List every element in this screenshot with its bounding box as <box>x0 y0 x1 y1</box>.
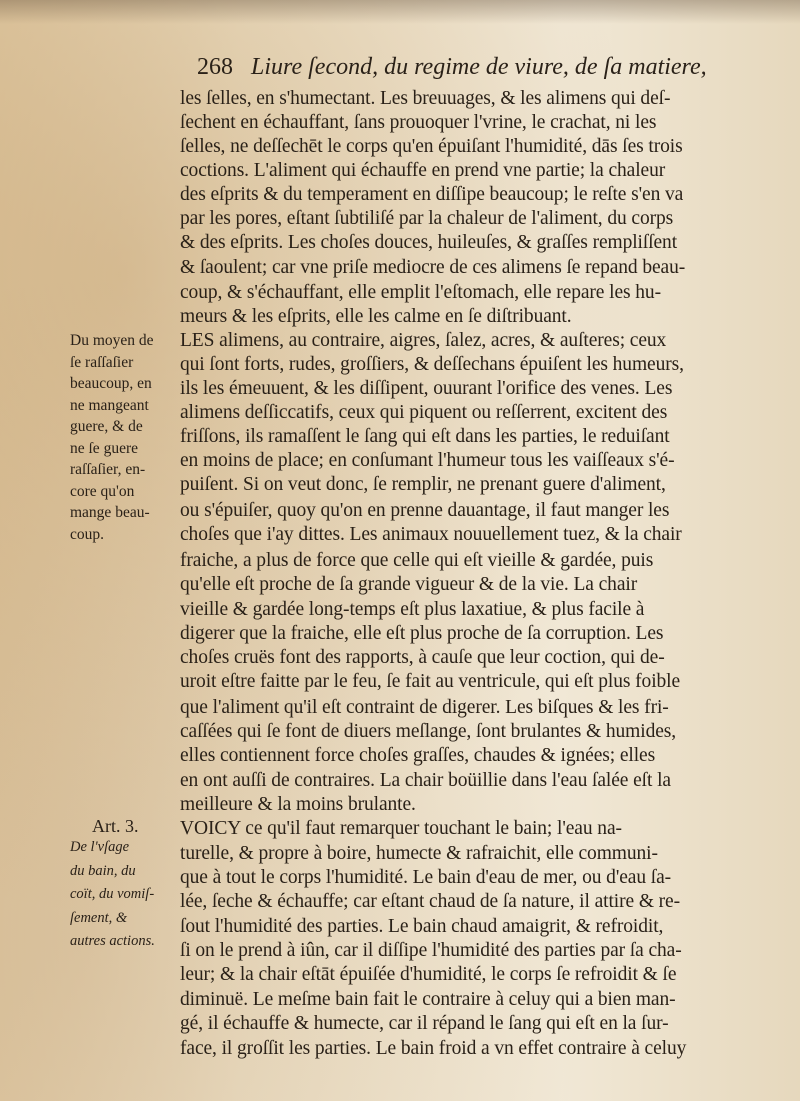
text-line: par les pores, eſtant ſubtiliſé par la chaleur de l'aliment, du corps <box>180 208 674 229</box>
text-line: que à tout le corps l'humidité. Le bain d'eau de mer, ou d'eau ſa- <box>180 867 672 888</box>
page-top-shadow <box>0 0 800 24</box>
margin-note-line: coït, du vomiſ- <box>70 886 155 902</box>
margin-note-line: Du moyen de <box>70 332 154 349</box>
text-line: leur; & la chair eſtāt épuiſée d'humidité, le corps ſe refroidit & ſe <box>180 964 677 985</box>
page-number: 268 <box>197 54 233 80</box>
text-line: meurs & les eſprits, elle les calme en ſe diſtribuant. <box>180 306 572 327</box>
running-header <box>197 54 757 84</box>
text-line: LES alimens, au contraire, aigres, ſalez, acres, & auſteres; ceux <box>180 330 667 351</box>
text-line: gé, il échauffe & humecte, car il répand le ſang qui eſt en la ſur- <box>180 1013 669 1034</box>
text-line: uroit eſtre faitte par le feu, ſe fait au ventricule, qui eſt plus foible <box>180 671 681 692</box>
margin-note-line: De l'vſage <box>70 839 130 855</box>
text-line: coctions. L'aliment qui échauffe en prend vne partie; la chaleur <box>180 160 666 181</box>
text-line: lée, ſeche & échauffe; car eſtant chaud de ſa nature, il attire & re- <box>180 891 681 912</box>
text-line: turelle, & propre à boire, humecte & rafraichit, elle communi- <box>180 843 658 864</box>
margin-note-line: beaucoup, en <box>70 375 152 392</box>
text-line: choſes cruës font des rapports, à cauſe que leur coction, qui de- <box>180 647 665 668</box>
text-line: & des eſprits. Les choſes douces, huileuſes, & graſſes rempliſſent <box>180 232 678 253</box>
text-line: ſechent en échauffant, ſans prouoquer l'vrine, le crachat, ni les <box>180 112 657 133</box>
margin-note-line: mange beau- <box>70 504 150 521</box>
text-line: qui ſont forts, rudes, groſſiers, & deſſechans épuiſent les humeurs, <box>180 354 684 375</box>
text-line: ſelles, ne deſſechēt le corps qu'en épuiſant l'humidité, dās ſes trois <box>180 136 683 157</box>
margin-note-line: raſſaſier, en- <box>70 461 146 478</box>
margin-note-line: guere, & de <box>70 418 143 435</box>
margin-note-line: ne ſe guere <box>70 439 138 457</box>
text-line: des eſprits & du temperament en diſſipe beaucoup; le reſte s'en va <box>180 184 684 205</box>
text-line: puiſent. Si on veut donc, ſe remplir, ne prenant guere d'aliment, <box>180 474 666 495</box>
margin-note-line: autres actions. <box>70 933 155 949</box>
text-line: les ſelles, en s'humectant. Les breuuages, & les alimens qui deſ- <box>180 88 671 109</box>
margin-note-line: ſement, & <box>70 909 128 926</box>
text-line: en ont auſſi de contraires. La chair boüillie dans l'eau ſalée eſt la <box>180 770 671 791</box>
text-line: face, il groſſit les parties. Le bain froid a vn effet contraire à celuy <box>180 1038 687 1059</box>
text-line: que l'aliment qu'il eſt contraint de digerer. Les biſques & les fri- <box>180 697 669 718</box>
running-title: Liure ſecond, du regime de viure, de ſa matiere, <box>251 54 707 80</box>
text-line: ou s'épuiſer, quoy qu'on en prenne dauantage, il faut manger les <box>180 500 670 521</box>
text-line: caſſées qui ſe font de diuers meſlange, ſont brulantes & humides, <box>180 721 677 742</box>
text-line: ſout l'humidité des parties. Le bain chaud amaigrit, & refroidit, <box>180 916 664 937</box>
margin-note-line: du bain, du <box>70 862 136 879</box>
text-line: & ſaoulent; car vne priſe mediocre de ces alimens ſe repand beau- <box>180 257 686 278</box>
text-line: meilleure & la moins brulante. <box>180 794 416 815</box>
text-line: friſſons, ils ramaſſent le ſang qui eſt dans les parties, le reduiſant <box>180 426 670 447</box>
text-line: ils les émeuuent, & les diſſipent, ouurant l'orifice des venes. Les <box>180 378 673 399</box>
text-line: choſes que i'ay dittes. Les animaux nouuellement tuez, & la chair <box>180 524 682 545</box>
margin-note-line: coup. <box>70 525 105 543</box>
text-line: alimens deſſiccatifs, ceux qui piquent ou reſſerrent, excitent des <box>180 402 668 423</box>
margin-note-italic <box>70 836 185 954</box>
text-line: elles contiennent force choſes graſſes, chaudes & ignées; elles <box>180 745 656 766</box>
text-line: qu'elle eſt proche de ſa grande vigueur & de la vie. La chair <box>180 574 638 595</box>
article-label: Art. 3. <box>92 816 139 836</box>
margin-note-line: ſe raſſaſier <box>70 353 134 371</box>
text-line: digerer que la fraiche, elle eſt plus proche de ſa corruption. Les <box>180 623 664 644</box>
margin-note-line: core qu'on <box>70 482 135 500</box>
text-line: diminuë. Le meſme bain fait le contraire à celuy qui a bien man- <box>180 989 676 1010</box>
text-line: VOICY ce qu'il faut remarquer touchant le bain; l'eau na- <box>180 818 622 839</box>
text-line: vieille & gardée long-temps eſt plus laxatiue, & plus facile à <box>180 599 645 620</box>
margin-note-line: ne mangeant <box>70 396 149 414</box>
text-line: ſi on le prend à iûn, car il diſſipe l'humidité des parties par ſa cha- <box>180 940 682 961</box>
text-line: coup, & s'échauffant, elle emplit l'eſtomach, elle repare les hu- <box>180 282 661 303</box>
text-line: en moins de place; en conſumant l'humeur tous les vaiſſeaux s'é- <box>180 450 675 471</box>
text-line: fraiche, a plus de force que celle qui eſt vieille & gardée, puis <box>180 550 654 571</box>
margin-note <box>70 330 185 545</box>
